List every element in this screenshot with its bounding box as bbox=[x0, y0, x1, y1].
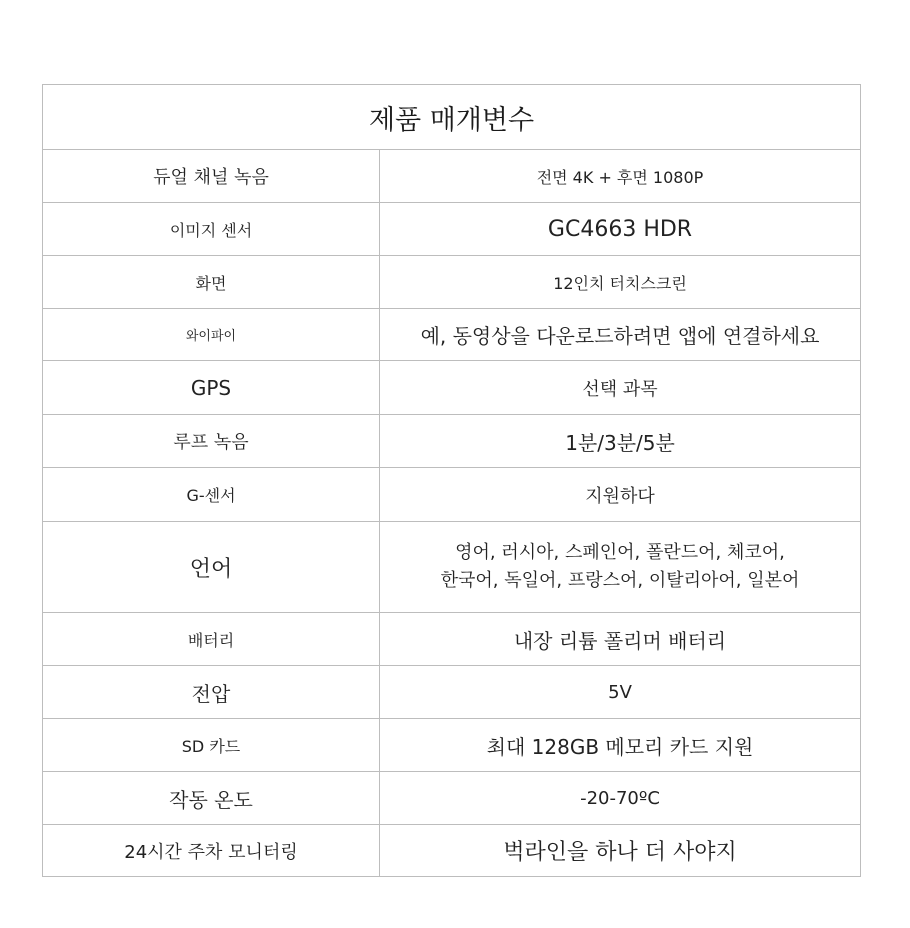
spec-label: 배터리 bbox=[43, 613, 380, 666]
spec-value: 전면 4K + 후면 1080P bbox=[380, 150, 861, 203]
spec-table bbox=[42, 84, 861, 877]
spec-label: 언어 bbox=[43, 522, 380, 613]
spec-value: GC4663 HDR bbox=[380, 203, 861, 256]
spec-value: 내장 리튬 폴리머 배터리 bbox=[380, 613, 861, 666]
spec-value: 12인치 터치스크린 bbox=[380, 256, 861, 309]
table-title: 제품 매개변수 bbox=[43, 85, 861, 150]
spec-row-gps bbox=[43, 361, 861, 415]
spec-label: GPS bbox=[43, 361, 380, 415]
spec-row-language bbox=[43, 522, 861, 613]
spec-row-g-sensor bbox=[43, 468, 861, 522]
spec-value: 지원하다 bbox=[380, 468, 861, 522]
spec-row-operating-temp bbox=[43, 772, 861, 825]
spec-row-dual-channel bbox=[43, 150, 861, 203]
spec-label: 전압 bbox=[43, 666, 380, 719]
spec-label: 듀얼 채널 녹음 bbox=[43, 150, 380, 203]
spec-label: 와이파이 bbox=[43, 309, 380, 361]
spec-label: G-센서 bbox=[43, 468, 380, 522]
spec-label: 화면 bbox=[43, 256, 380, 309]
spec-value-line: 한국어, 독일어, 프랑스어, 이탈리아어, 일본어 bbox=[440, 570, 800, 591]
spec-value-line: 영어, 러시아, 스페인어, 폴란드어, 체코어, bbox=[455, 542, 785, 563]
spec-label: 이미지 센서 bbox=[43, 203, 380, 256]
spec-value-multiline bbox=[380, 522, 861, 613]
title-row bbox=[43, 85, 861, 150]
spec-row-image-sensor bbox=[43, 203, 861, 256]
spec-label: SD 카드 bbox=[43, 719, 380, 772]
spec-row-battery bbox=[43, 613, 861, 666]
spec-value: -20-70ºC bbox=[380, 772, 861, 825]
spec-value: 최대 128GB 메모리 카드 지원 bbox=[380, 719, 861, 772]
spec-value: 1분/3분/5분 bbox=[380, 415, 861, 468]
spec-row-wifi bbox=[43, 309, 861, 361]
spec-value: 예, 동영상을 다운로드하려면 앱에 연결하세요 bbox=[380, 309, 861, 361]
spec-value: 벅라인을 하나 더 사야지 bbox=[380, 825, 861, 877]
spec-label: 루프 녹음 bbox=[43, 415, 380, 468]
spec-value: 5V bbox=[380, 666, 861, 719]
spec-label: 작동 온도 bbox=[43, 772, 380, 825]
spec-label: 24시간 주차 모니터링 bbox=[43, 825, 380, 877]
spec-row-voltage bbox=[43, 666, 861, 719]
spec-row-screen bbox=[43, 256, 861, 309]
spec-row-loop-recording bbox=[43, 415, 861, 468]
spec-row-sd-card bbox=[43, 719, 861, 772]
spec-value: 선택 과목 bbox=[380, 361, 861, 415]
spec-row-parking-monitor bbox=[43, 825, 861, 877]
